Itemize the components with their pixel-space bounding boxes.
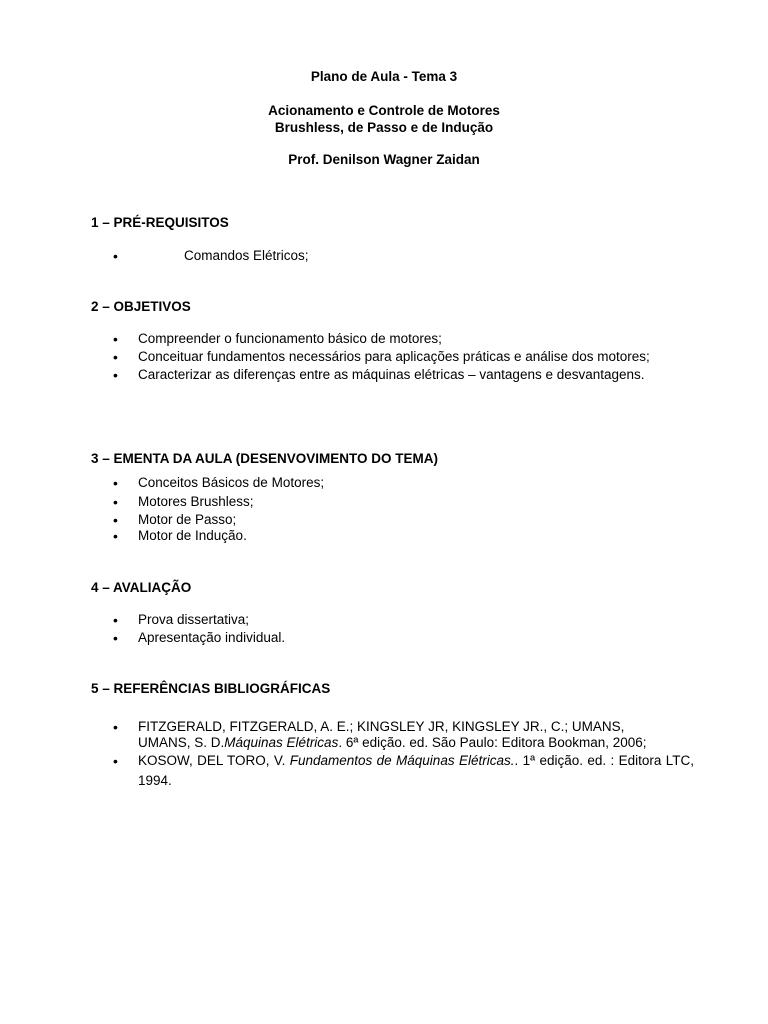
reference-authors: FITZGERALD, FITZGERALD, A. E.; KINGSLEY JR, KINGSLEY JR., C.; UMANS, UMANS, S. D.	[138, 719, 625, 750]
referencias-list	[113, 719, 694, 791]
avaliacao-list	[113, 612, 694, 646]
objetivos-list	[113, 331, 694, 383]
list-item: • Motores Brushless;	[113, 494, 694, 510]
section-heading-ementa: 3 – EMENTA DA AULA (DESENVOVIMENTO DO TEMA)	[91, 451, 439, 466]
reference-title: Máquinas Elétricas	[224, 735, 339, 750]
list-item: • Caracterizar as diferenças entre as máquinas elétricas – vantagens e desvantagens.	[113, 367, 694, 383]
list-item: • Motor de Indução.	[113, 528, 694, 544]
section-heading-prereq: 1 – PRÉ-REQUISITOS	[91, 215, 229, 230]
document-subtitle-line2: Brushless, de Passo e de Indução	[274, 120, 494, 135]
list-item: • Conceituar fundamentos necessários para aplicações práticas e análise dos motores;	[113, 349, 694, 365]
section-heading-referencias: 5 – REFERÊNCIAS BIBLIOGRÁFICAS	[91, 681, 331, 696]
document-subtitle-line1: Acionamento e Controle de Motores	[268, 103, 500, 118]
document-title: Plano de Aula - Tema 3	[310, 69, 458, 84]
reference-item	[113, 719, 694, 751]
section-heading-objetivos: 2 – OBJETIVOS	[91, 299, 191, 314]
document-author: Prof. Denilson Wagner Zaidan	[288, 152, 480, 167]
list-item: • Prova dissertativa;	[113, 612, 694, 628]
reference-item	[113, 751, 694, 791]
list-item: • Conceitos Básicos de Motores;	[113, 475, 694, 491]
list-item: • Motor de Passo;	[113, 512, 694, 528]
reference-authors: KOSOW, DEL TORO, V.	[138, 753, 290, 768]
section-heading-avaliacao: 4 – AVALIAÇÃO	[91, 580, 192, 595]
list-item: • Apresentação individual.	[113, 630, 694, 646]
reference-details: . 6ª edição. ed. São Paulo: Editora Bookman, 2006;	[338, 735, 647, 750]
list-item: • Compreender o funcionamento básico de motores;	[113, 331, 694, 347]
reference-title: Fundamentos de Máquinas Elétricas.	[289, 753, 515, 768]
prereq-list	[113, 248, 694, 264]
reference-details: . 1ª edição. ed. : Editora LTC, 1994.	[138, 753, 694, 788]
ementa-list	[113, 475, 694, 544]
list-item: • Comandos Elétricos;	[113, 248, 694, 264]
